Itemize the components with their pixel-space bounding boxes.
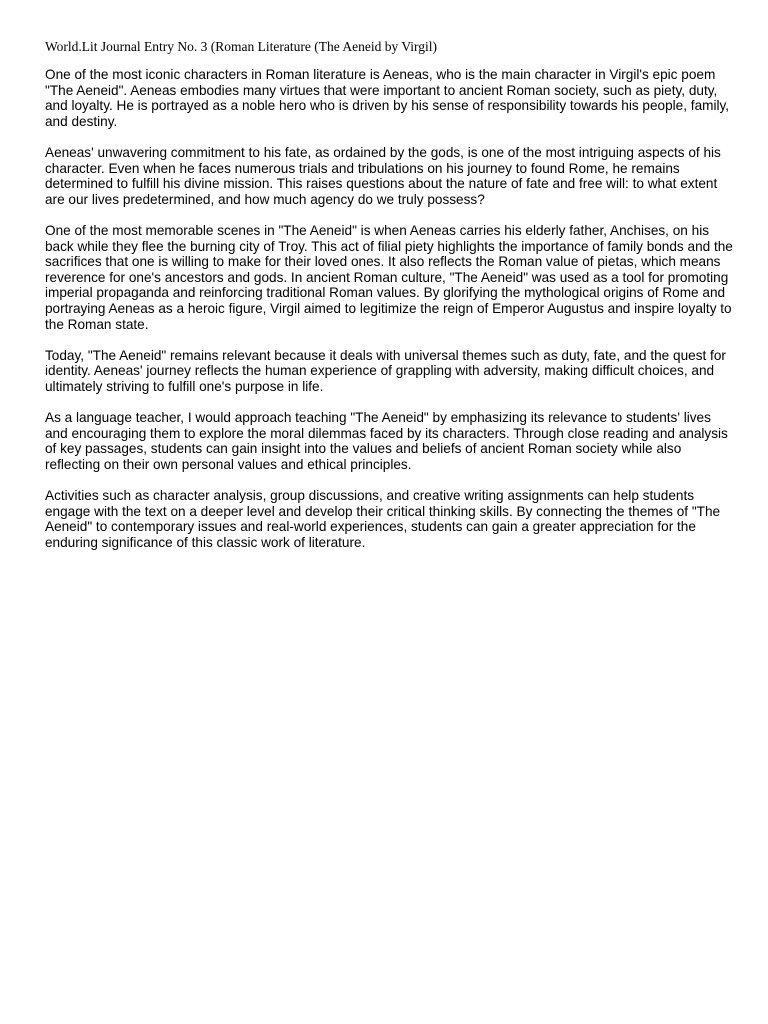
paragraph-3: One of the most memorable scenes in "The Aeneid" is when Aeneas carries his elderly father, Anchises, on his back while they flee the burning city of Troy. This act of filial piety highlights the importance of family bonds and the sacrifices that one is willing to make for their loved ones. It also reflects the Roman value of pietas, which means reverence for one's ancestors and gods. In ancient Roman culture, "The Aeneid" was used as a tool for promoting imperial propaganda and reinforcing traditional Roman values. By glorifying the mythological origins of Rome and portraying Aeneas as a heroic figure, Virgil aimed to legitimize the reign of Emperor Augustus and inspire loyalty to the Roman state.: [45, 222, 733, 332]
paragraph-4: Today, "The Aeneid" remains relevant because it deals with universal themes such as duty, fate, and the quest for identity. Aeneas' journey reflects the human experience of grappling with adversity, making difficult choices, and ultimately striving to fulfill one's purpose in life.: [45, 347, 726, 394]
paragraph-1: One of the most iconic characters in Roman literature is Aeneas, who is the main character in Virgil's epic poem "The Aeneid". Aeneas embodies many virtues that were important to ancient Roman society, such as piety, duty, and loyalty. He is portrayed as a noble hero who is driven by his sense of responsibility towards his people, family, and destiny.: [45, 67, 730, 129]
paragraph-5: As a language teacher, I would approach teaching "The Aeneid" by emphasizing its relevance to students' lives and encouraging them to explore the moral dilemmas faced by its characters. Through close reading and analysis of key passages, students can gain insight into the values and beliefs of ancient Roman society while also reflecting on their own personal values and ethical principles.: [45, 410, 728, 472]
paragraph-2: Aeneas' unwavering commitment to his fate, as ordained by the gods, is one of the most intriguing aspects of his character. Even when he faces numerous trials and tribulations on his journey to found Rome, he remains determined to fulfill his divine mission. This raises questions about the nature of fate and free will: to what extent are our lives predetermined, and how much agency do we truly possess?: [45, 144, 721, 207]
document-page: [45, 38, 735, 566]
document-title: World.Lit Journal Entry No. 3 (Roman Literature (The Aeneid by Virgil): [45, 39, 438, 54]
paragraph-6: Activities such as character analysis, group discussions, and creative writing assignments can help students engage with the text on a deeper level and develop their critical thinking skills. By connecting the themes of "The Aeneid" to contemporary issues and real-world experiences, students can gain a greater appreciation for the enduring significance of this classic work of literature.: [45, 488, 721, 550]
